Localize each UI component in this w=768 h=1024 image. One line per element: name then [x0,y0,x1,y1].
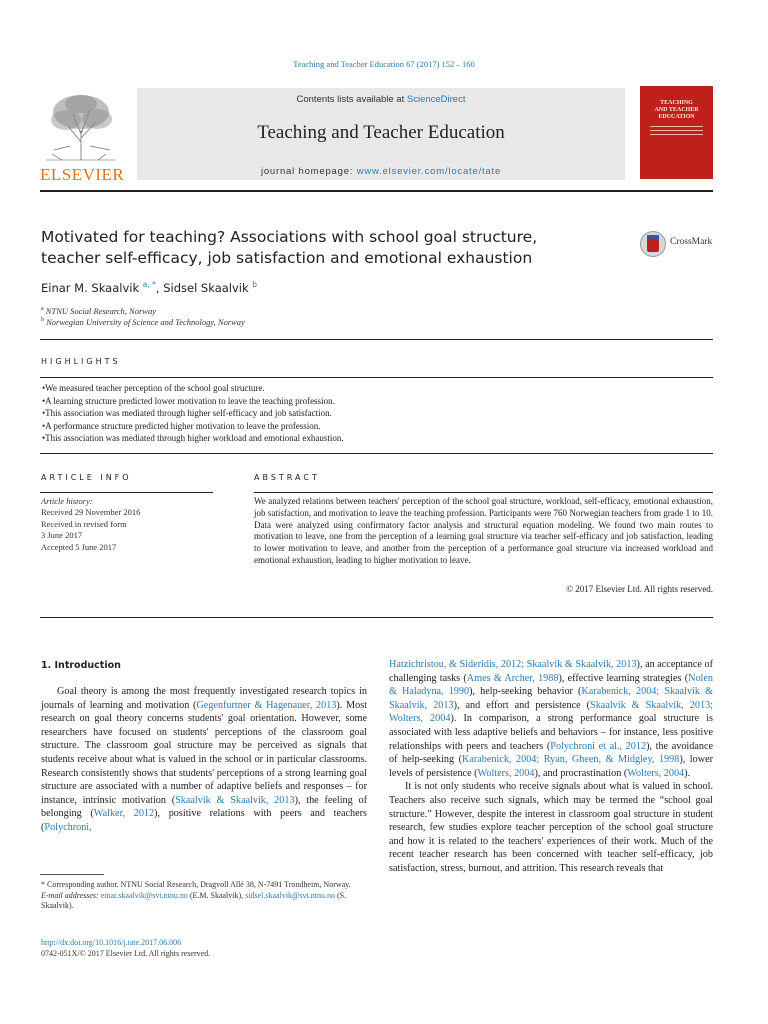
body-text: ), effective learning strategies ( [558,672,689,684]
email-label: E-mail addresses: [41,890,99,900]
author-list [41,280,257,295]
cover-title-line: EDUCATION [658,114,695,120]
citation-link[interactable]: Polychroni et al., 2012 [550,740,647,752]
highlights-list [42,382,344,445]
body-text: ), help-seeking behavior ( [469,686,582,698]
citation-link[interactable]: Wolters, 2004 [627,767,685,779]
body-right-column [389,658,713,876]
history-line: Accepted 5 June 2017 [41,541,117,552]
header-divider [40,190,713,192]
author-affiliation-marker[interactable]: a, * [142,280,156,289]
citation-link[interactable]: Polychroni, [44,821,92,833]
doi-link[interactable]: http://dx.doi.org/10.1016/j.tate.2017.06.006 [41,938,182,947]
section-heading: 1. Introduction [41,660,121,671]
homepage-link[interactable]: www.elsevier.com/locate/tate [356,166,502,177]
footnote-marker: * [41,880,45,889]
crossmark-label[interactable]: CrossMark [670,237,713,247]
citation-link[interactable]: Ames & Archer, 1988 [466,672,559,684]
contents-line [137,94,625,105]
divider [40,617,713,618]
affiliation-a [41,306,156,316]
paragraph [41,685,367,835]
highlight-item: • A performance structure predicted higher motivation to leave the profession. [42,420,344,433]
citation-link[interactable]: Skaalvik & Skaalvik, 2013; Wolters, 2004 [389,699,714,725]
body-text: ), lower levels of persistence ( [389,754,713,779]
divider [254,492,713,493]
journal-banner [137,88,625,180]
email-link[interactable]: einar.skaalvik@svt.ntnu.no [100,890,188,900]
highlight-item: • This association was mediated through higher workload and emotional exhaustion. [42,432,344,445]
author-affiliation-marker[interactable]: b [252,280,258,289]
body-text: ). [684,767,691,779]
highlight-item: • A learning structure predicted lower motivation to leave the teaching profession. [42,395,344,408]
footnote-text: Corresponding author. NTNU Social Research, Dragvoll Allé 38, N-7491 Trondheim, Norway. [47,880,351,889]
footnote [41,880,367,912]
body-text: ), the feeling of belonging ( [41,794,367,820]
citation-link[interactable]: Karabenick, 2004; Skaalvik & Skaalvik, 2013 [389,686,713,711]
elsevier-wordmark: ELSEVIER [40,165,125,184]
divider [40,453,713,454]
body-text: ), the avoidance of help-seeking ( [389,740,713,766]
affiliation-text: NTNU Social Research, Norway [45,306,156,316]
body-text: ), and procrastination ( [534,767,628,779]
abstract-heading: ABSTRACT [254,473,320,482]
article-info-heading: ARTICLE INFO [41,473,132,482]
article-title: Motivated for teaching? Associations with school goal structure, teacher self-efficacy, job satisfaction and emotional exhaustion [41,228,538,267]
citation-link[interactable]: Wolters, 2004 [477,767,535,779]
highlights-heading: HIGHLIGHTS [41,357,121,366]
body-text: Goal theory is among the most frequently investigated research topics in journals of learning and motivation ( [41,686,367,711]
body-text: ), positive relations with peers and teachers ( [41,808,367,833]
corresponding-author-note [41,880,367,891]
divider [40,492,213,493]
affiliation-text: Norwegian University of Science and Technology, Norway [46,317,245,327]
affiliation-marker: b [41,317,44,324]
email-link[interactable]: sidsel.skaalvik@svt.ntnu.no [245,890,335,900]
homepage-prefix: journal homepage: [260,166,354,177]
paragraph [389,658,713,780]
body-text: ), an acceptance of challenging tasks ( [389,659,713,684]
divider [40,339,713,340]
citation-link[interactable]: Walker, 2012 [93,808,155,820]
contents-prefix: Contents lists available at [296,94,405,105]
body-text: ), and effort and persistence ( [453,699,591,711]
footnote-divider [40,874,104,875]
cover-decoration [650,134,703,135]
citation-link[interactable]: Nolen & Haladyna, 1990 [389,672,713,698]
affiliation-b [41,317,245,327]
doi-block [41,938,210,959]
divider [40,377,713,378]
journal-reference[interactable]: Teaching and Teacher Education 67 (2017) 152 – 160 [293,59,475,69]
history-line: Received in revised form [41,518,127,529]
cover-title [640,100,713,121]
history-line: 3 June 2017 [41,530,83,540]
body-text: ). Most research on goal theory concerns students' goal orientation. However, some researchers have focused on students' perceptions of the classroom goal structure. The classroom goal structure may be perceived as signals that students receive about what is valued in the school or in particular classrooms. Research consistently shows that students' perceptions of a strong learning goal structure are associated with a number of adaptive beliefs and responses – for instance, intrinsic motivation ( [41,699,367,806]
highlight-item: • We measured teacher perception of the school goal structure. [42,382,344,395]
author-name[interactable]: Sidsel Skaalvik [163,280,249,295]
homepage-line [137,166,625,177]
journal-cover-image [640,86,713,179]
email-note [41,891,367,912]
citation-link[interactable]: Skaalvik & Skaalvik, 2013 [175,794,295,806]
copyright-notice: © 2017 Elsevier Ltd. All rights reserved. [566,584,713,594]
author-separator: , [155,280,164,295]
cover-title-line: TEACHING [660,100,693,106]
issn-line: 0742-051X/© 2017 Elsevier Ltd. All rights reserved. [41,948,211,958]
email-owner: (E.M. Skaalvik), [187,890,246,900]
abstract-text: We analyzed relations between teachers' perception of the school goal structure, workload, self-efficacy, emotional exhaustion, job satisfaction, and motivation to leave the teaching profession. Participants were 760 Norwegian teachers from grade 1 to 10. Data were analyzed using confirmatory factor analysis and structural equation modeling. We found two main routes to motivation to leave, one from the perception of a learning goal structure via teacher self-efficacy and job satisfaction, leading to lower motivation to leave, and another from the perception of a performance goal structure via increased workload and emotional exhaustion, leading to higher motivation to leave. [254,496,713,565]
citation-link[interactable]: Hatzichristou, & Sideridis, 2012; Skaalvik & Skaalvik, 2013 [389,659,637,670]
cover-decoration [650,130,703,131]
body-text: ). In comparison, a strong performance goal structure is associated with less adaptive beliefs and behaviors – for instance, less positive relationships with peers and teachers ( [389,713,713,752]
highlight-item: • This association was mediated through higher self-efficacy and job satisfaction. [42,407,344,420]
article-history [41,507,140,553]
sciencedirect-link[interactable]: ScienceDirect [406,94,466,105]
article-history-label: Article history: [41,496,93,506]
email-owner: (S. Skaalvik). [41,890,347,911]
paragraph: It is not only students who receive signals about what is valued in school. Teachers also receive such signals, which may be termed the “school goal structure.” However, despite the interest in classroom goal structure in student research, few studies explore teacher perception of the school goal structure and how it is related to the teachers' experiences of their work. Much of the recent teacher research has been concerned with teacher self-efficacy, job satisfaction, stress, burnout, and attrition. This research reveals that [389,781,713,874]
journal-title: Teaching and Teacher Education [257,122,505,143]
citation-link[interactable]: Gegenfurtner & Hagenauer, 2013 [196,699,337,711]
body-left-column [41,685,367,835]
citation-link[interactable]: Karabenick, 2004; Ryan, Gheen, & Midgley, 1998 [461,754,680,766]
cover-title-line: AND TEACHER [654,107,699,113]
affiliation-marker: a [41,306,44,313]
history-line: Received 29 November 2016 [41,507,141,517]
cover-decoration [650,126,703,127]
author-name[interactable]: Einar M. Skaalvik [41,280,140,295]
